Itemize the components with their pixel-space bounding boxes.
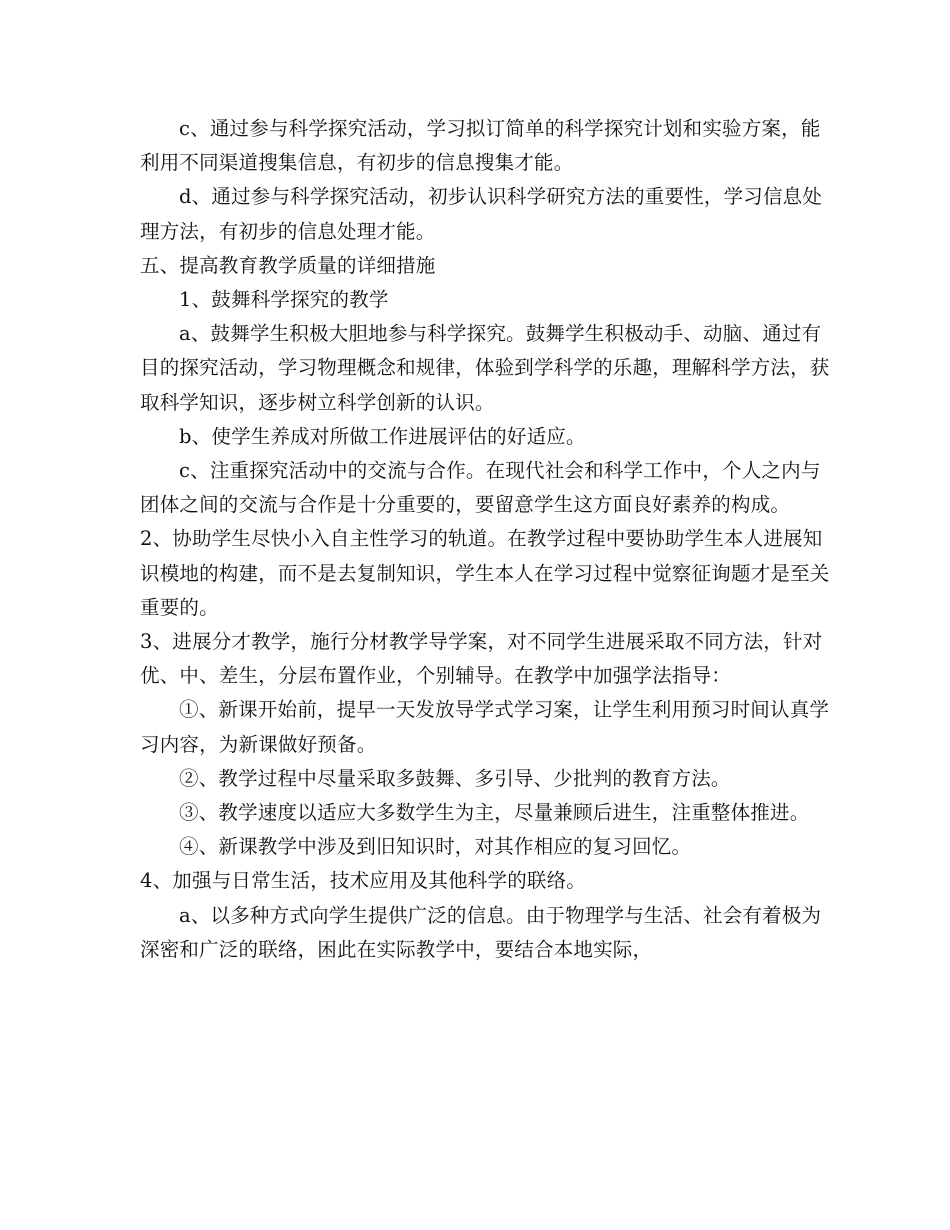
- paragraph-b: b、使学生养成对所做工作进展评估的好适应。: [179, 424, 586, 448]
- section-heading-five: 五、提高教育教学质量的详细措施: [140, 253, 436, 277]
- paragraph-2: 2、协助学生尽快小入自主性学习的轨道。在教学过程中要协助学生本人进展知识模地的构建，而不是去复制知识，学生本人在学习过程中觉察征询题才是至关重要的。: [140, 527, 830, 619]
- paragraph-a: a、鼓舞学生积极大胆地参与科学探究。鼓舞学生积极动手、动脑、通过有目的探究活动，学习物理概念和规律，体验到学科学的乐趣，理解科学方法，获取科学知识，逐步树立科学创新的认识。: [140, 322, 830, 414]
- paragraph-4: 4、加强与日常生活，技术应用及其他科学的联络。: [140, 869, 587, 893]
- list-item-2: ②、教学过程中尽量采取多鼓舞、多引导、少批判的教育方法。: [179, 766, 731, 790]
- paragraph-a2: a、以多种方式向学生提供广泛的信息。由于物理学与生活、社会有着极为深密和广泛的联络，困此在实际教学中，要结合本地实际，: [140, 903, 822, 961]
- list-item-3: ③、教学速度以适应大多数学生为主，尽量兼顾后进生，注重整体推进。: [179, 801, 810, 825]
- paragraph-c2: c、注重探究活动中的交流与合作。在现代社会和科学工作中，个人之内与团体之间的交流与合作是十分重要的，要留意学生这方面良好素养的构成。: [140, 459, 821, 517]
- paragraph-c: c、通过参与科学探究活动，学习拟订简单的科学探究计划和实验方案，能利用不同渠道搜集信息，有初步的信息搜集才能。: [140, 117, 821, 175]
- paragraph-3: 3、进展分才教学，施行分材教学导学案，对不同学生进展采取不同方法，针对优、中、差生，分层布置作业，个别辅导。在教学中加强学法指导：: [140, 630, 823, 688]
- subheading-1: 1、鼓舞科学探究的教学: [179, 288, 389, 312]
- document-body: [140, 112, 830, 967]
- list-item-4: ④、新课教学中涉及到旧知识时，对其作相应的复习回忆。: [179, 835, 692, 859]
- paragraph-d: d、通过参与科学探究活动，初步认识科学研究方法的重要性，学习信息处理方法，有初步的信息处理才能。: [140, 185, 823, 243]
- list-item-1: ①、新课开始前，提早一天发放导学式学习案，让学生利用预习时间认真学习内容，为新课做好预备。: [140, 698, 830, 756]
